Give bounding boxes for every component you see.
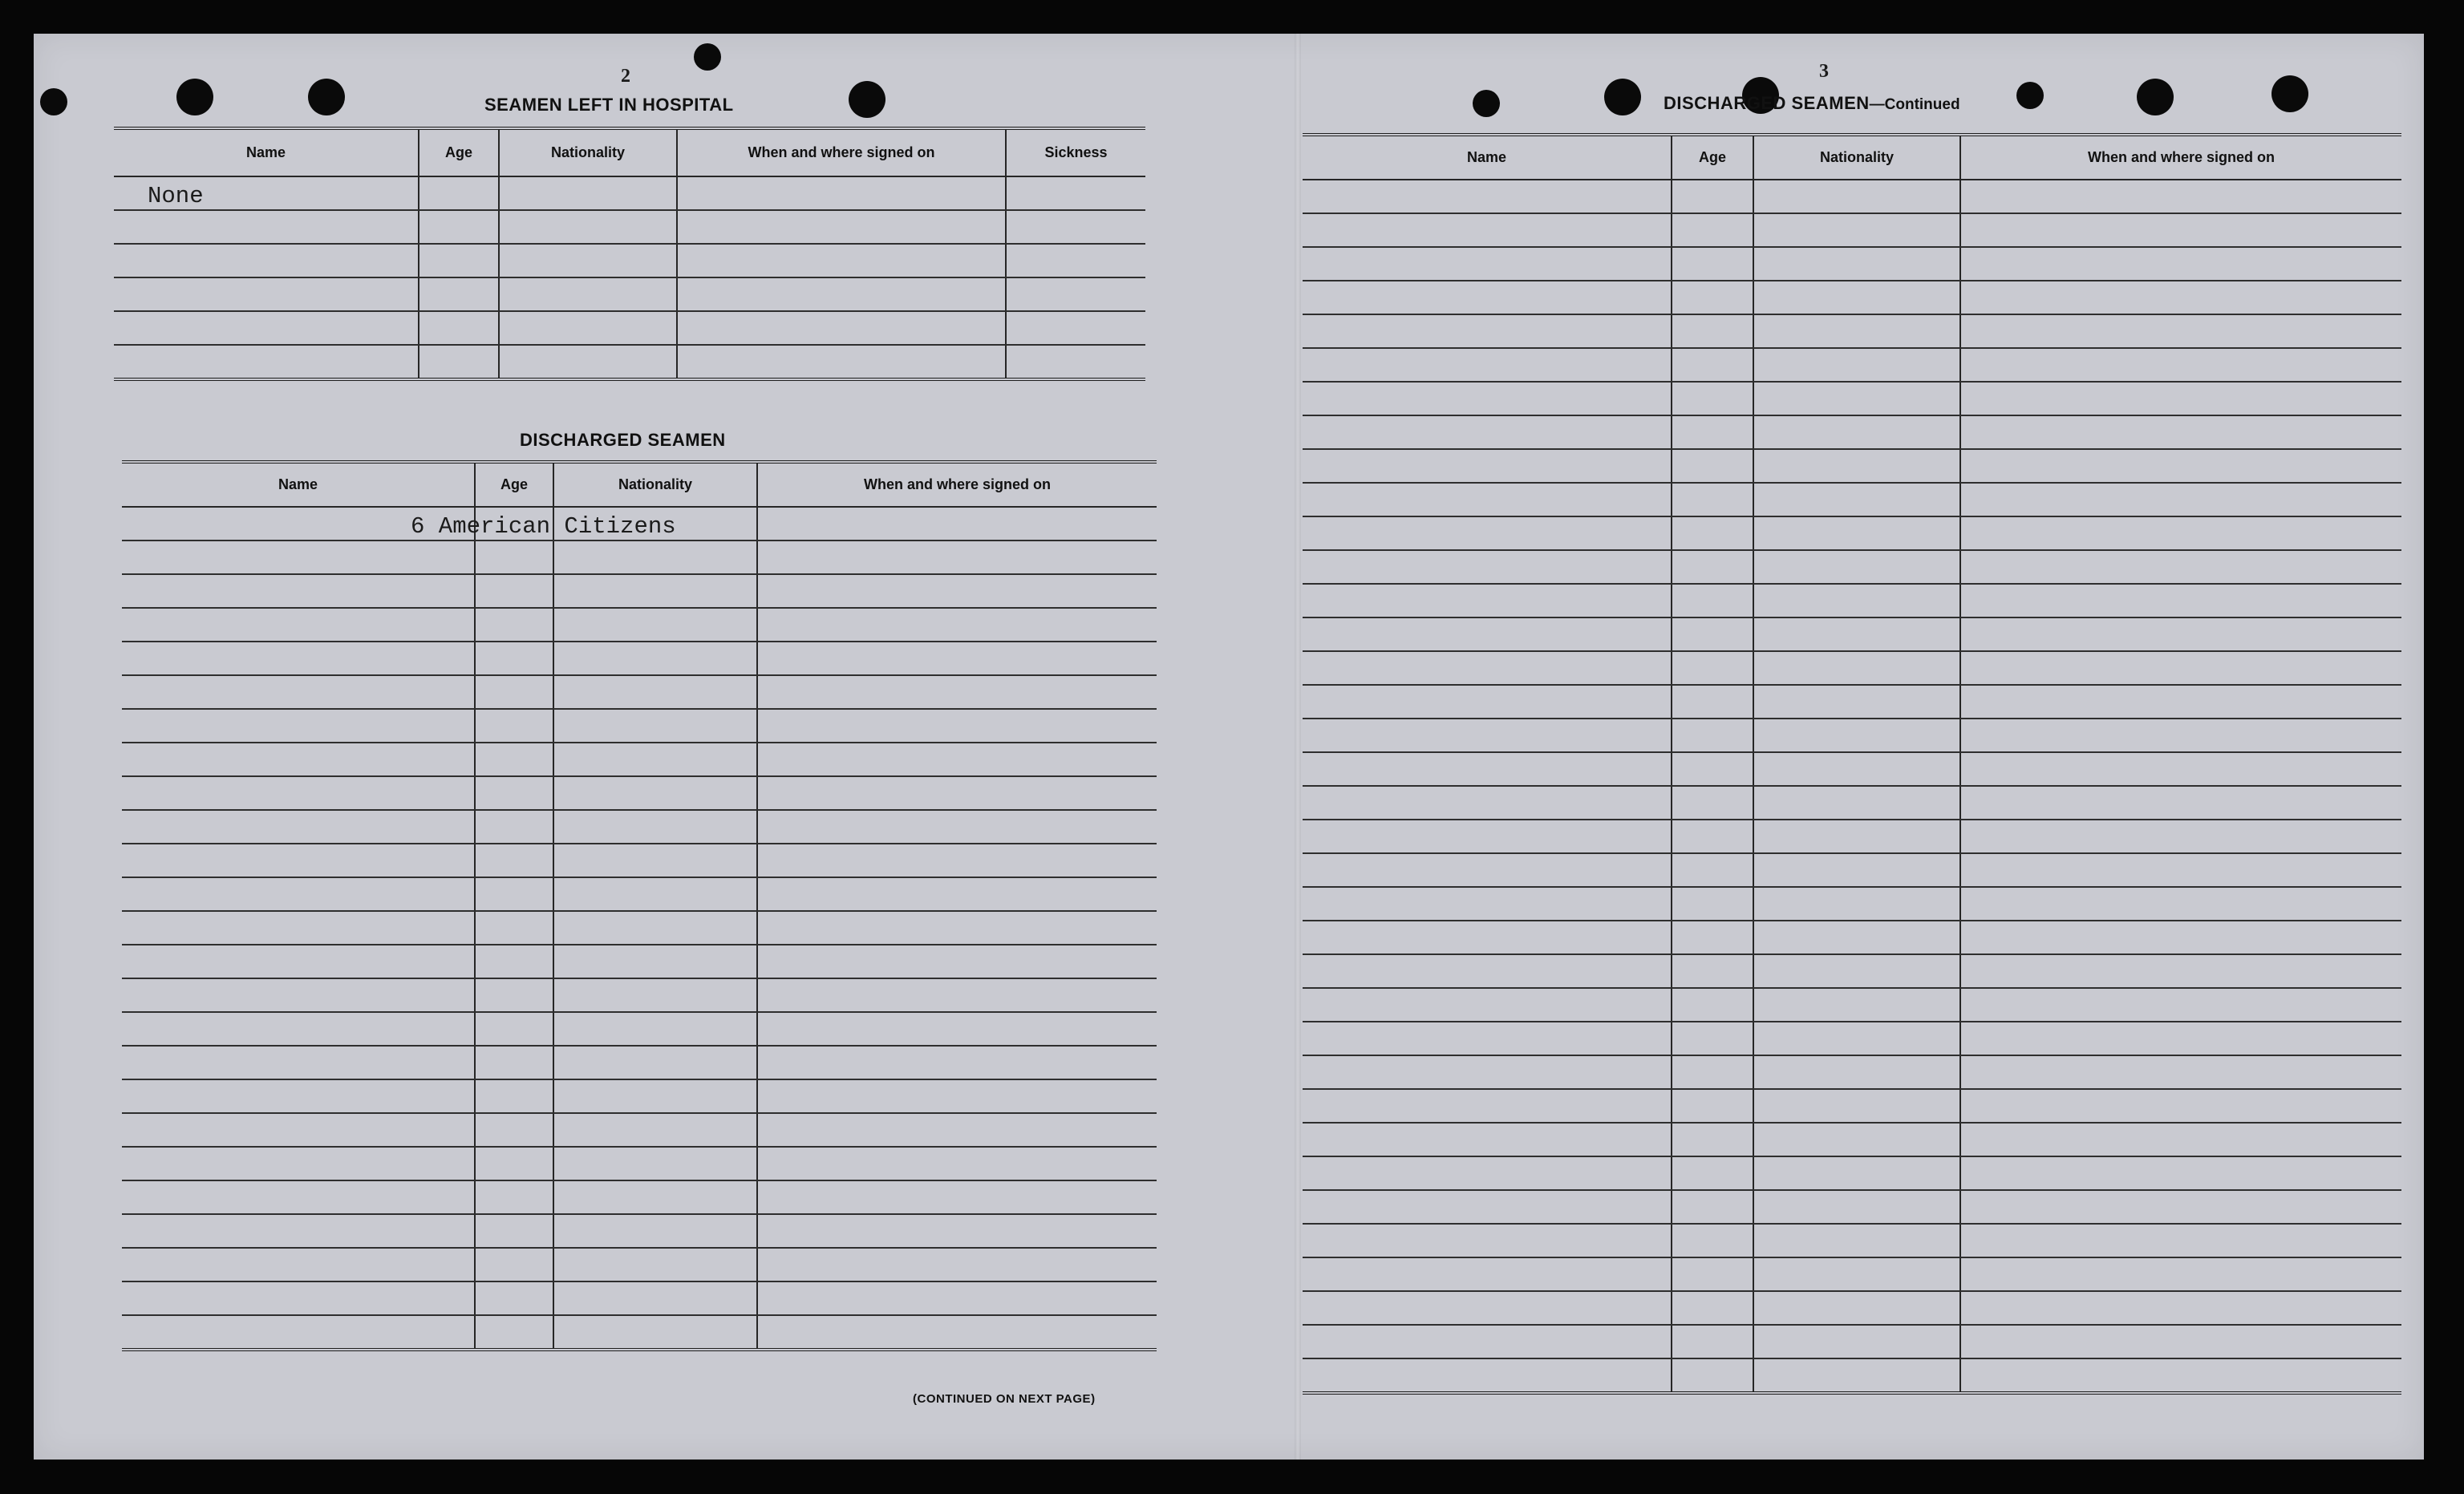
table-row (1303, 1325, 2401, 1358)
table-row (122, 1113, 1157, 1147)
page-number-right: 3 (1819, 61, 1829, 82)
page-number-left: 2 (621, 66, 630, 87)
table-row (122, 709, 1157, 743)
table-row (122, 844, 1157, 877)
punch-hole (1473, 90, 1500, 117)
table-row (1303, 550, 2401, 584)
table-row (1303, 516, 2401, 550)
table-row (114, 277, 1145, 311)
document-paper (34, 34, 2424, 1460)
hospital-entry: None (148, 183, 204, 209)
hospital-col-signed-on: When and where signed on (677, 128, 1006, 176)
table-row (1303, 887, 2401, 921)
page-fold (1295, 34, 1301, 1460)
discharged-col-signed-on: When and where signed on (757, 462, 1157, 507)
right-title-suffix: —Continued (1869, 96, 1960, 113)
table-row (122, 608, 1157, 642)
discharged-section-title: DISCHARGED SEAMEN (520, 430, 726, 450)
table-row (122, 877, 1157, 911)
table-row (122, 1079, 1157, 1113)
table-row (1303, 1190, 2401, 1224)
table-row (122, 911, 1157, 945)
table-row (1303, 1055, 2401, 1089)
table-row (114, 244, 1145, 277)
table-row (1303, 348, 2401, 382)
punch-hole (2137, 79, 2174, 115)
table-row (122, 1281, 1157, 1315)
table-row (1303, 853, 2401, 887)
table-row (114, 311, 1145, 345)
discharged-continued-table (1303, 133, 2401, 1395)
table-row (1303, 584, 2401, 617)
table-row (1303, 752, 2401, 786)
table-row (1303, 1358, 2401, 1393)
table-row (1303, 651, 2401, 685)
discharged-col-nationality: Nationality (553, 462, 757, 507)
punch-hole (849, 81, 886, 118)
table-row (1303, 617, 2401, 651)
hospital-col-nationality: Nationality (499, 128, 677, 176)
table-row (1303, 1156, 2401, 1190)
continued-footer: (CONTINUED ON NEXT PAGE) (913, 1392, 1096, 1406)
discharged-table (122, 460, 1157, 1351)
table-row (1303, 1022, 2401, 1055)
right-title-main: DISCHARGED SEAMEN (1664, 93, 1870, 113)
table-row (122, 574, 1157, 608)
table-row (114, 210, 1145, 244)
table-row (1303, 213, 2401, 247)
punch-hole (176, 79, 213, 115)
table-row (114, 345, 1145, 379)
table-row (122, 1147, 1157, 1180)
table-row (122, 1046, 1157, 1079)
table-row (122, 810, 1157, 844)
table-row (122, 978, 1157, 1012)
table-row (1303, 180, 2401, 213)
table-row (122, 642, 1157, 675)
table-row (1303, 786, 2401, 820)
discharged-col-name: Name (122, 462, 475, 507)
table-row (122, 507, 1157, 541)
hospital-table (114, 127, 1145, 381)
table-row (1303, 988, 2401, 1022)
table-row (114, 176, 1145, 210)
table-row (122, 1315, 1157, 1350)
punch-hole (2016, 82, 2044, 109)
punch-hole (40, 88, 67, 115)
discharged-col-age: Age (475, 462, 553, 507)
table-row (122, 743, 1157, 776)
continued-col-name: Name (1303, 135, 1672, 180)
table-row (1303, 382, 2401, 415)
punch-hole (1604, 79, 1641, 115)
table-row (1303, 685, 2401, 719)
table-row (122, 1214, 1157, 1248)
right-section-title (1664, 93, 1960, 114)
table-row (1303, 415, 2401, 449)
table-row (1303, 1257, 2401, 1291)
table-row (1303, 483, 2401, 516)
table-row (1303, 247, 2401, 281)
table-row (122, 1248, 1157, 1281)
hospital-col-age: Age (419, 128, 499, 176)
hospital-col-name: Name (114, 128, 419, 176)
continued-col-nationality: Nationality (1753, 135, 1960, 180)
table-row (122, 541, 1157, 574)
discharged-entry: 6 American Citizens (411, 513, 676, 540)
table-row (1303, 954, 2401, 988)
table-row (1303, 1224, 2401, 1257)
hospital-col-sickness: Sickness (1006, 128, 1145, 176)
hospital-section-title: SEAMEN LEFT IN HOSPITAL (484, 95, 734, 115)
continued-col-age: Age (1672, 135, 1753, 180)
punch-hole (308, 79, 345, 115)
table-row (1303, 1123, 2401, 1156)
table-row (122, 675, 1157, 709)
table-row (1303, 314, 2401, 348)
table-row (1303, 921, 2401, 954)
table-row (1303, 719, 2401, 752)
table-row (122, 1180, 1157, 1214)
table-row (122, 945, 1157, 978)
punch-hole (2272, 75, 2308, 112)
table-row (1303, 449, 2401, 483)
table-row (122, 1012, 1157, 1046)
table-row (1303, 281, 2401, 314)
table-row (1303, 1291, 2401, 1325)
table-row (1303, 1089, 2401, 1123)
table-row (122, 776, 1157, 810)
continued-col-signed-on: When and where signed on (1960, 135, 2401, 180)
table-row (1303, 820, 2401, 853)
punch-hole (694, 43, 721, 71)
